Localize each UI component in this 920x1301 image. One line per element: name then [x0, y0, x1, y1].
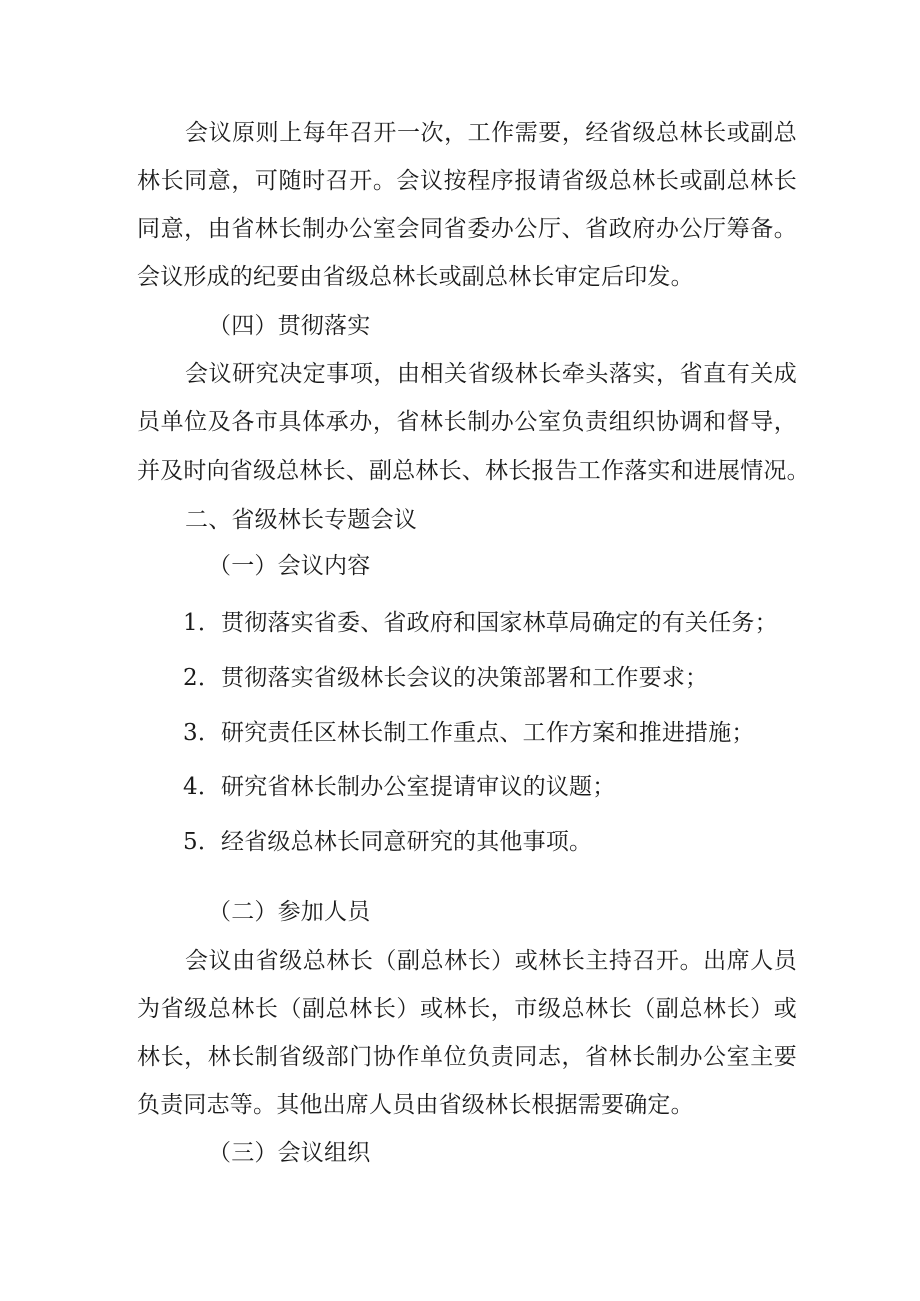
list-item: 2．贯彻落实省级林长会议的决策部署和工作要求； [183, 665, 709, 691]
paragraph-line: 会议由省级总林长（副总林长）或林长主持召开。出席人员 [185, 948, 797, 974]
paragraph-line: 同意，由省林长制办公室会同省委办公厅、省政府办公厅筹备。 [137, 216, 797, 242]
list-item: 5．经省级总林长同意研究的其他事项。 [183, 829, 593, 855]
subsection-heading: （二）参加人员 [208, 899, 371, 925]
paragraph-line: 林长同意，可随时召开。会议按程序报请省级总林长或副总林长 [137, 168, 797, 194]
subsection-heading: （三）会议组织 [208, 1140, 371, 1166]
paragraph-line: 负责同志等。其他出席人员由省级林长根据需要确定。 [137, 1092, 694, 1118]
section-title: 二、省级林长专题会议 [185, 507, 417, 533]
paragraph-line: 会议形成的纪要由省级总林长或副总林长审定后印发。 [137, 264, 694, 290]
paragraph-line: 会议原则上每年召开一次，工作需要，经省级总林长或副总 [185, 120, 797, 146]
list-item: 3．研究责任区林长制工作重点、工作方案和推进措施； [183, 720, 755, 746]
list-item: 1．贯彻落实省委、省政府和国家林草局确定的有关任务； [183, 610, 778, 636]
list-item: 4．研究省林长制办公室提请审议的议题； [183, 774, 616, 800]
paragraph-line: 会议研究决定事项，由相关省级林长牵头落实，省直有关成 [185, 361, 797, 387]
subsection-heading: （一）会议内容 [208, 553, 371, 579]
subsection-heading: （四）贯彻落实 [208, 313, 371, 339]
paragraph-line: 林长，林长制省级部门协作单位负责同志，省林长制办公室主要 [137, 1044, 797, 1070]
paragraph-line: 为省级总林长（副总林长）或林长，市级总林长（副总林长）或 [137, 996, 797, 1022]
paragraph-line: 员单位及各市具体承办，省林长制办公室负责组织协调和督导， [137, 409, 797, 435]
paragraph-line: 并及时向省级总林长、副总林长、林长报告工作落实和进展情况。 [137, 458, 810, 484]
